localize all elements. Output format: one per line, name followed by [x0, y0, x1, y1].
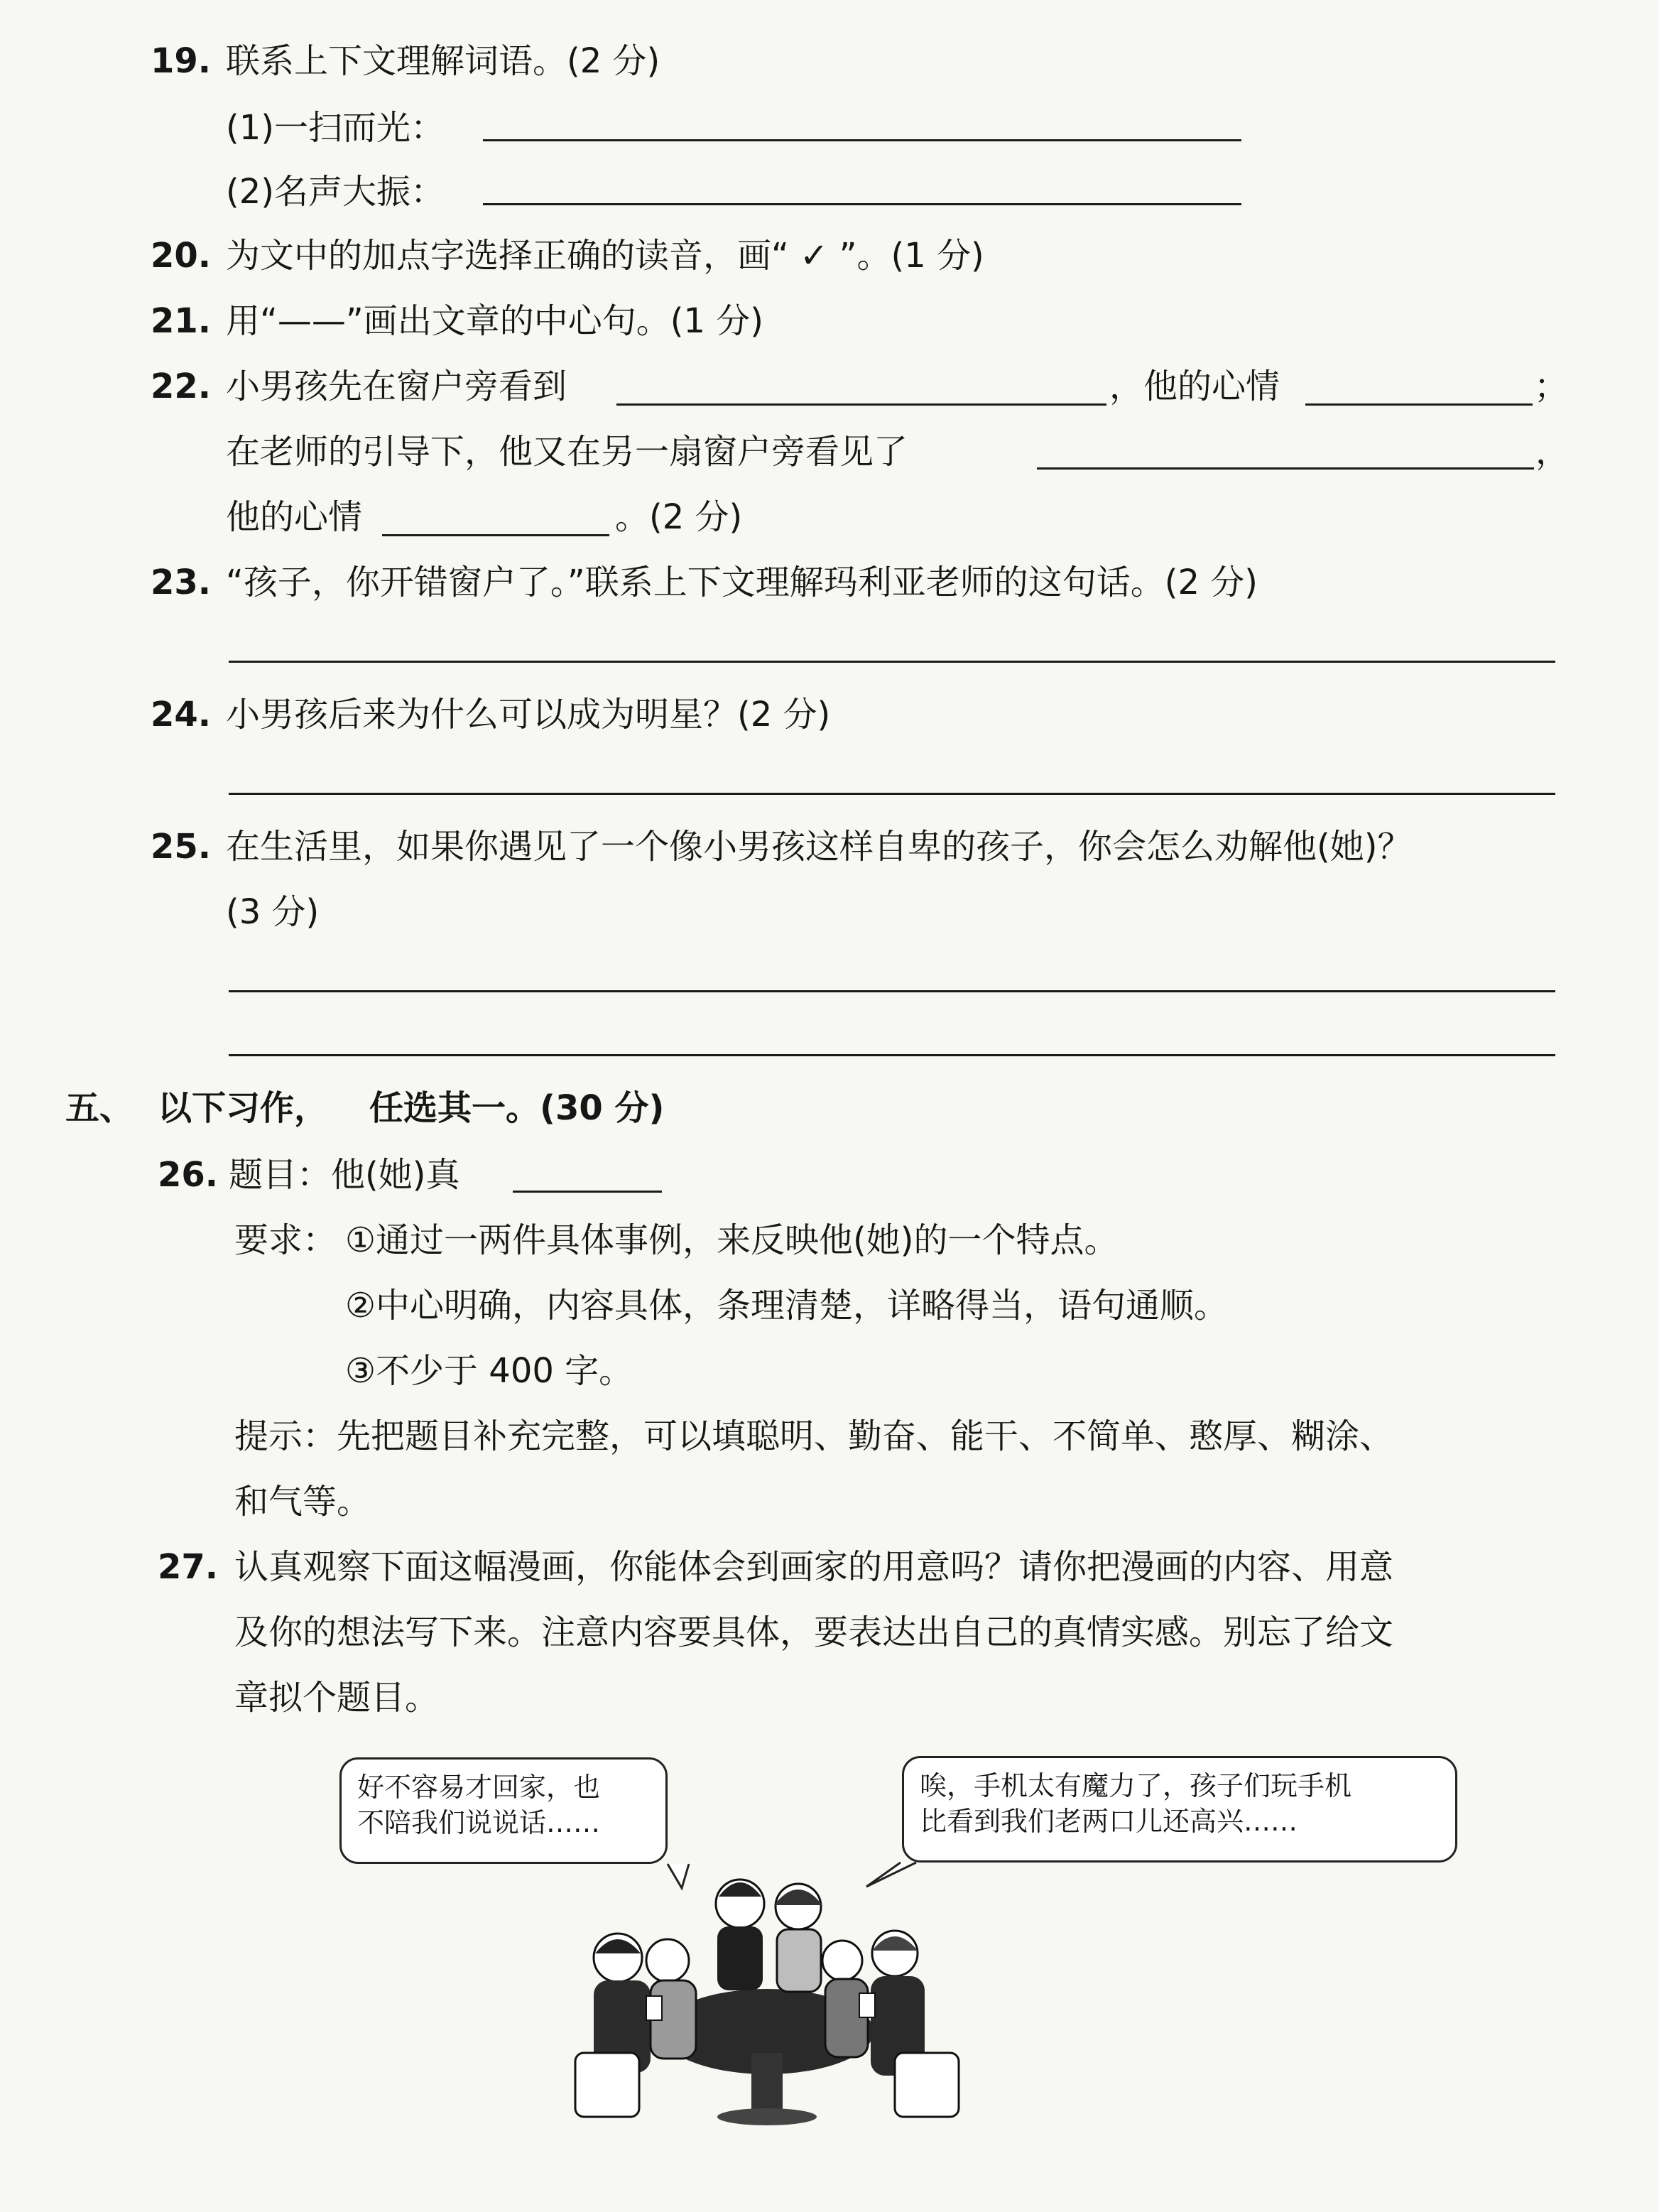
phone-icon [859, 1993, 875, 2017]
right-bubble-tail [866, 1863, 916, 1887]
q24-answer-line[interactable] [229, 793, 1555, 795]
q27-line-1: 认真观察下面这幅漫画，你能体会到画家的用意吗？请你把漫画的内容、用意 [234, 1547, 1394, 1587]
q23-prompt: “孩子，你开错窗户了。”联系上下文理解玛利亚老师的这句话。(2 分) [226, 563, 1258, 602]
q27-line-2: 及你的想法写下来。注意内容要具体，要表达出自己的真情实感。别忘了给文 [234, 1612, 1394, 1652]
q19-prompt: 联系上下文理解词语。(2 分) [226, 41, 660, 81]
q19-sub1-label: (1)一扫而光： [226, 108, 445, 148]
family-phone-cartoon-illustration [561, 1818, 973, 2131]
q26-title-blank[interactable] [513, 1191, 662, 1193]
q26-title: 题目：他(她)真 [229, 1155, 460, 1195]
q24-number: 24. [151, 695, 212, 734]
chair [895, 2053, 959, 2117]
q22-part6: 他的心情 [226, 497, 363, 537]
q22-blank-1[interactable] [616, 403, 1106, 406]
table-base [717, 2108, 817, 2125]
left-bubble-line-1: 好不容易才回家，也 [357, 1772, 601, 1803]
right-bubble-line-1: 唉，手机太有魔力了，孩子们玩手机 [920, 1770, 1352, 1801]
q22-blank-3[interactable] [1037, 467, 1534, 470]
q22-part7: 。(2 分) [615, 497, 743, 537]
q22-part5: ， [1535, 432, 1570, 472]
child-2-head [646, 1939, 689, 1982]
child-4-head [822, 1941, 862, 1980]
left-bubble-tail [668, 1864, 689, 1888]
q25-answer-line-1[interactable] [229, 990, 1555, 992]
q20-number: 20. [151, 236, 212, 276]
q25-answer-line-2[interactable] [229, 1054, 1555, 1056]
q26-hint-line-1: 提示：先把题目补充完整，可以填聪明、勤奋、能干、不简单、憨厚、糊涂、 [234, 1416, 1394, 1456]
q26-requirement-2: ②中心明确，内容具体，条理清楚，详略得当，语句通顺。 [345, 1286, 1229, 1325]
q22-part2: ，他的心情 [1109, 367, 1280, 406]
q26-number: 26. [158, 1155, 219, 1195]
q22-part1: 小男孩先在窗户旁看到 [226, 367, 567, 406]
q19-sub2-answer-line[interactable] [483, 203, 1241, 205]
q25-prompt: 在生活里，如果你遇见了一个像小男孩这样自卑的孩子，你会怎么劝解他(她)？ [226, 827, 1412, 867]
chair [575, 2053, 639, 2117]
q20-prompt: 为文中的加点字选择正确的读音，画“ ✓ ”。(1 分) [226, 236, 984, 276]
q24-prompt: 小男孩后来为什么可以成为明星？(2 分) [226, 695, 831, 734]
q22-number: 22. [151, 367, 212, 406]
q23-answer-line[interactable] [229, 661, 1555, 663]
left-bubble-line-2: 不陪我们说说话…… [357, 1807, 601, 1838]
q22-blank-4[interactable] [382, 534, 609, 536]
q22-part3: ； [1534, 367, 1569, 406]
q19-number: 19. [151, 41, 212, 81]
section5-heading-2: 任选其一。(30 分) [369, 1088, 665, 1128]
q26-hint-line-2: 和气等。 [234, 1482, 371, 1522]
cartoon-right-speech-bubble [902, 1756, 1457, 1863]
q26-requirement-label: 要求： [234, 1220, 337, 1260]
right-bubble-line-2: 比看到我们老两口儿还高兴…… [920, 1806, 1298, 1837]
q26-requirement-1: ①通过一两件具体事例，来反映他(她)的一个特点。 [345, 1220, 1119, 1260]
table-leg [751, 2053, 783, 2117]
q19-sub2-label: (2)名声大振： [226, 172, 445, 212]
q25-number: 25. [151, 827, 212, 867]
q19-sub1-answer-line[interactable] [483, 139, 1241, 141]
q27-line-3: 章拟个题目。 [234, 1678, 440, 1718]
q21-number: 21. [151, 301, 212, 341]
q22-blank-2[interactable] [1305, 403, 1533, 406]
q23-number: 23. [151, 563, 212, 602]
section5-number: 五、 [65, 1088, 134, 1128]
q21-prompt: 用“——”画出文章的中心句。(1 分) [226, 301, 763, 341]
phone-icon [646, 1996, 662, 2020]
grandpa-body [717, 1926, 763, 1990]
q22-part4: 在老师的引导下，他又在另一扇窗户旁看见了 [226, 432, 908, 472]
grandma-body [777, 1929, 821, 1992]
q25-score: (3 分) [226, 892, 320, 932]
q27-number: 27. [158, 1547, 219, 1587]
section5-heading: 以下习作， [158, 1088, 329, 1128]
q26-requirement-3: ③不少于 400 字。 [345, 1351, 633, 1391]
